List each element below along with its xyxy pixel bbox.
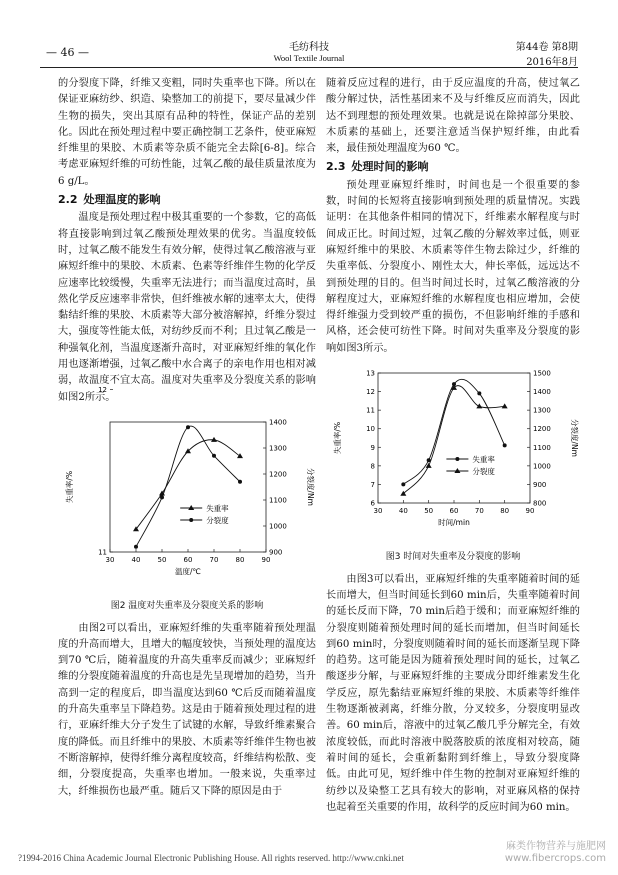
chart-time (326, 361, 580, 541)
x-tick-label: 40 (398, 507, 408, 516)
paragraph: 由图3可以看出，亚麻短纤维的失重率随着时间的延长而增大，但当时间延长到60 min后，失重率随着时间的延长反而下降，70 min后趋于缓和；而亚麻短纤维的分裂度则随着预处理时间的延长而增加，但当时间延长到60 min时，分裂度则随着时间的延长而逐渐呈现下降的趋势。这可能是因为随着预处理时间的延长，过氧乙酸逐步分解，与亚麻短纤维的主要成分即纤维素发生化学反应，原先黏结亚麻短纤维的果胶、木质素等纤维伴生物逐渐被剥离，纤维分散，分叉较多，分裂度明显改善。60 min后，溶液中的过氧乙酸几乎分解完全，有效浓度较低，而此时溶液中脱落胶质的浓度相对较高，随着时间的延长，会重新黏附到纤维上，导致分裂度降低。由此可见，短纤维中伴生物的控制对亚麻短纤维的纺纱以及染整工艺具有较大的影响，对亚麻风格的保持也起着至关重要的作用，故科学的反应时间为60 min。 (326, 573, 580, 813)
data-point (238, 480, 242, 484)
series-line-2 (403, 386, 504, 494)
x-tick-label: 90 (261, 555, 271, 564)
plot-frame (110, 422, 266, 552)
y2-tick-label: 1100 (269, 496, 287, 505)
data-point (477, 391, 481, 395)
x-tick-label: 60 (449, 507, 459, 516)
y2-tick-label: 1500 (533, 369, 551, 378)
x-tick-label: 30 (105, 555, 115, 564)
x-tick-label: 80 (235, 555, 245, 564)
y-axis-label: 失重率/% (333, 421, 342, 455)
x-tick-label: 70 (209, 555, 219, 564)
legend-label: 失重率 (472, 455, 495, 465)
data-point (186, 425, 190, 429)
paragraph: 预处理亚麻短纤维时，时间也是一个很重要的参数，时间的长短将直接影响到预处理的质量情况。实践证明：在其他条件相同的情况下，纤维素水解程度与时间成正比。时间过短，过氧乙酸的分解效率过低，则亚麻短纤维中的果胶、木质素等伴生物去除过少，纤维的失重率低、分裂度小、刚性太大，伸长率低，远远达不到预处理的目的。但当时间过长时，过氧乙酸溶液的分解程度过大，亚麻短纤维的水解程度也相应增加，会使得纤维强力受到较严重的损伤，不但影响纤维的手感和风格，还会使可纺性下降。时间对失重率及分裂度的影响如图3所示。 (326, 179, 580, 354)
y-tick-label: 11 (366, 406, 375, 415)
figure-3 (326, 361, 580, 566)
section-heading: 2.2 处理温度的影响 (58, 193, 161, 207)
paragraph: 随着反应过程的进行，由于反应温度的升高，使过氧乙酸分解过快，活性基团来不及与纤维反应而消失，因此达不到理想的预处理效果。也就是说在除掉部分果胶、木质素的基础上，还要注意适当保护短纤维，由此看来，最佳预处理温度为60 ℃。 (326, 78, 580, 155)
y-tick-label: 8 (370, 462, 375, 471)
issue-date: 2016年8月 (526, 57, 578, 68)
x-tick-label: 50 (157, 555, 167, 564)
x-tick-label: 60 (183, 555, 193, 564)
x-tick-label: 70 (474, 507, 484, 516)
data-point (134, 545, 138, 549)
data-point (160, 495, 164, 499)
y-tick-label: 7 (370, 480, 375, 489)
y-tick-label: 11 (98, 548, 107, 557)
volume-issue: 第44卷 第8期 (515, 42, 578, 53)
legend-marker (189, 518, 193, 522)
y-axis-label: 失重率/% (65, 470, 74, 504)
page-header (40, 0, 578, 68)
y-tick-label: 6 (370, 499, 375, 508)
legend-label: 分裂度 (472, 467, 495, 477)
y-tick-label: 10 (366, 425, 375, 434)
data-point (476, 403, 482, 408)
y2-tick-label: 800 (533, 499, 547, 508)
y-tick-label: 12 (98, 385, 107, 394)
y2-tick-label: 900 (269, 548, 283, 557)
y2-tick-label: 1300 (533, 406, 551, 415)
y2-tick-label: 1200 (533, 425, 551, 434)
section-heading: 2.3 处理时间的影响 (326, 160, 429, 174)
plot-frame (378, 373, 530, 503)
legend-label: 失重率 (206, 503, 229, 513)
x-axis-label: 时间/min (438, 518, 470, 528)
data-point (212, 454, 216, 458)
data-point (503, 443, 507, 447)
figure-2 (58, 385, 316, 615)
paragraph: 的分裂度下降，纤维又变粗，同时失重率也下降。所以在保证亚麻纺纱、织造、染整加工的前提下，要尽量减少伴生物的损失，突出其原有品种的特性，保证产品的差别化。因此在预处理过程中要正确控制工艺条件，使亚麻短纤维里的果胶、木质素等杂质不能完全去除[6-8]。综合考虑亚麻短纤维的可纺性能，过氧乙酸的最佳质量浓度为6 g/L。 (58, 78, 316, 187)
y-tick-label: 9 (370, 443, 375, 452)
chart-temperature (58, 385, 316, 590)
figure-caption: 图2 温度对失重率及分裂度关系的影响 (110, 601, 264, 612)
page-number: — 46 — (46, 46, 89, 59)
copyright-footer: ?1994-2016 China Academic Journal Electronic Publishing House. All rights reserved. http://www.cnki.net (18, 853, 404, 863)
paragraph: 温度是预处理过程中极其重要的一个参数，它的高低将直接影响到过氧乙酸预处理效果的优劣。当温度较低时，过氧乙酸不能发生有效分解，使得过氧乙酸溶液与亚麻短纤维中的果胶、木质素、色素等纤维伴生物的化学反应速率比较缓慢，失重率无法进行；而当温度过高时，虽然化学反应速率非常快，但纤维被水解的速率太大，使得黏结纤维的果胶、木质素等大部分被溶解掉，纤维分裂过大，强度等性能太低，对纺纱反而不利；且过氧乙酸是一种强氧化剂，当温度逐渐升高时，对亚麻短纤维的氧化作用也逐渐增强，过氧乙酸中水合离子的亲电作用也相对减弱，故温度不宜太高。温度对失重率及分裂度关系的影响如图2所示。 (58, 212, 316, 403)
journal-title-en: Wool Textile Journal (273, 53, 345, 63)
legend-marker (454, 468, 460, 473)
header-rule (40, 67, 578, 68)
y2-tick-label: 1000 (269, 522, 287, 531)
y2-tick-label: 1000 (533, 462, 551, 471)
y2-tick-label: 1400 (269, 418, 287, 427)
x-axis-label: 温度/℃ (175, 566, 201, 576)
figure-caption: 图3 时间对失重率及分裂度的影响 (385, 552, 521, 563)
legend-marker (455, 457, 459, 461)
y2-tick-label: 1100 (533, 443, 551, 452)
data-point (401, 482, 405, 486)
y2-tick-label: 1400 (533, 388, 551, 397)
y2-tick-label: 1300 (269, 444, 287, 453)
legend-label: 分裂度 (206, 515, 229, 525)
y-tick-label: 12 (366, 388, 375, 397)
data-point (502, 403, 508, 408)
x-tick-label: 30 (373, 507, 383, 516)
y2-axis-label: 分裂度/Nm (570, 419, 579, 458)
watermark: 麻类作物营养与施肥网 www.fibercrops.com (504, 841, 606, 864)
x-tick-label: 80 (500, 507, 510, 516)
left-column (58, 76, 316, 800)
y2-tick-label: 900 (533, 480, 547, 489)
data-point (237, 453, 243, 458)
legend-marker (188, 505, 194, 510)
x-tick-label: 40 (131, 555, 141, 564)
x-tick-label: 90 (525, 507, 535, 516)
y2-axis-label: 分裂度/Nm (306, 467, 315, 506)
x-tick-label: 50 (424, 507, 434, 516)
paragraph: 由图2可以看出，亚麻短纤维的失重率随着预处理温度的升高而增大，且增大的幅度较快，当预处理的温度达到70 ℃后，随着温度的升高失重率反而减少；亚麻短纤维的分裂度随着温度的升高也是先呈现增加的趋势，当升高到一定的程度后，即当温度达到60 ℃后反而随着温度的升高失重率呈下降趋势。这是由于随着预处理过程的进行，亚麻纤维大分子发生了试键的水解，导致纤维素聚合度的降低。而且纤维中的果胶、木质素等纤维伴生物也被不断溶解掉，使得纤维分离程度较高，纤维结构松散、变细，分裂度提高，失重率也增加。一般来说，失重率过大，纤维损伤也最严重。随后又下降的原因是由于 (58, 622, 316, 797)
journal-title-cn: 毛纺科技 (289, 42, 329, 53)
y2-tick-label: 1200 (269, 470, 287, 479)
right-column (326, 76, 580, 816)
y-tick-label: 13 (366, 369, 375, 378)
